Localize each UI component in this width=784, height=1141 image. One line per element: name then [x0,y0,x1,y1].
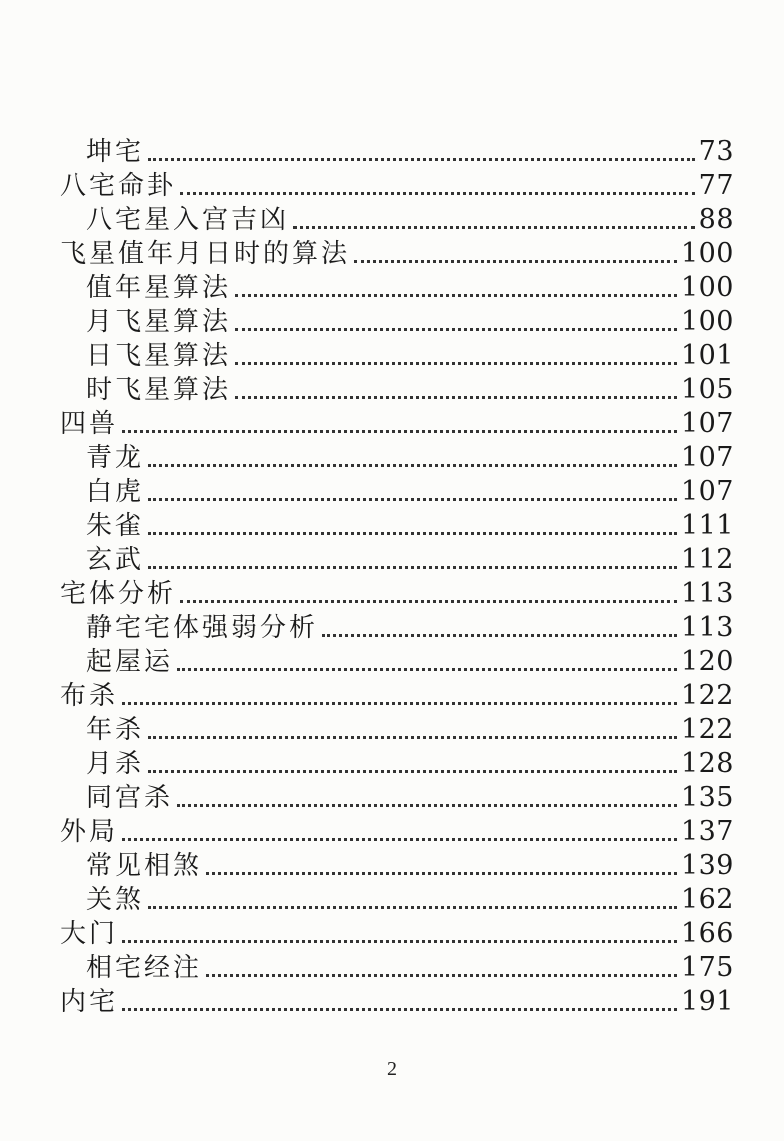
toc-entry-title: 外局 [60,817,119,847]
toc-entry [60,643,734,677]
toc-entry-title: 同宫杀 [86,783,174,813]
toc-entry [60,473,734,507]
toc-entry-page: 112 [680,544,734,575]
toc-entry-page: 77 [698,170,734,201]
toc-entry-page: 73 [698,136,734,167]
toc-entry-page: 113 [680,578,734,609]
dot-leader [122,702,677,705]
toc-entry [60,983,734,1017]
toc-entry-title: 值年星算法 [86,273,232,303]
dot-leader [148,158,695,161]
toc-entry-page: 162 [680,884,734,915]
toc-entry [60,133,734,167]
dot-leader [177,804,677,807]
toc-entry [60,915,734,949]
toc-entry [60,813,734,847]
toc-entry [60,779,734,813]
dot-leader [122,1008,677,1011]
toc-entry [60,371,734,405]
dot-leader [148,532,677,535]
dot-leader [148,906,677,909]
toc-entry-title: 相宅经注 [86,953,203,983]
toc-entry-title: 八宅命卦 [60,171,177,201]
toc-entry-title: 常见相煞 [86,851,203,881]
dot-leader [148,498,677,501]
toc-entry-page: 105 [680,374,734,405]
dot-leader [235,396,677,399]
dot-leader [354,260,677,263]
toc-entry-title: 静宅宅体强弱分析 [86,613,319,643]
toc-entry-page: 135 [680,782,734,813]
dot-leader [122,838,677,841]
toc-entry-title: 青龙 [86,443,145,473]
toc-entry-page: 139 [680,850,734,881]
dot-leader [148,736,677,739]
toc-entry [60,575,734,609]
toc-entry-page: 113 [680,612,734,643]
toc-entry [60,167,734,201]
toc-entry-page: 120 [680,646,734,677]
toc-entry-title: 四兽 [60,409,119,439]
toc-entry-page: 100 [680,272,734,303]
toc-entry [60,337,734,371]
toc-entry-title: 内宅 [60,987,119,1017]
toc-entry-title: 月飞星算法 [86,307,232,337]
dot-leader [293,226,695,229]
toc-entry-page: 191 [680,986,734,1017]
dot-leader [177,668,677,671]
toc-entry-page: 107 [680,408,734,439]
toc-entry [60,507,734,541]
toc-entry [60,405,734,439]
toc-entry [60,201,734,235]
toc-entry-title: 飞星值年月日时的算法 [60,239,351,269]
toc-entry-page: 137 [680,816,734,847]
dot-leader [180,192,695,195]
toc-entry-title: 朱雀 [86,511,145,541]
toc-entry [60,847,734,881]
toc-entry-title: 年杀 [86,715,145,745]
toc-entry [60,711,734,745]
toc-entry-title: 起屋运 [86,647,174,677]
toc-entry [60,949,734,983]
dot-leader [206,872,677,875]
toc-entry-page: 175 [680,952,734,983]
toc-entry-title: 白虎 [86,477,145,507]
toc-entry-title: 宅体分析 [60,579,177,609]
dot-leader [322,634,677,637]
toc-entry-page: 111 [680,510,734,541]
toc-entry [60,745,734,779]
toc-entry [60,439,734,473]
toc-entry-title: 时飞星算法 [86,375,232,405]
dot-leader [235,362,677,365]
toc-entry-page: 122 [680,680,734,711]
toc-entry-title: 玄武 [86,545,145,575]
toc-entry-page: 100 [680,238,734,269]
toc-entry-title: 大门 [60,919,119,949]
dot-leader [148,770,677,773]
dot-leader [206,974,677,977]
toc-entry-title: 坤宅 [86,137,145,167]
toc-entry-page: 88 [698,204,734,235]
toc-entry [60,235,734,269]
toc-entry-title: 日飞星算法 [86,341,232,371]
dot-leader [180,600,677,603]
toc-entry-page: 166 [680,918,734,949]
toc-entry-title: 八宅星入宫吉凶 [86,205,290,235]
table-of-contents [60,133,734,1017]
dot-leader [122,430,677,433]
toc-entry-page: 101 [680,340,734,371]
toc-entry [60,303,734,337]
toc-entry [60,609,734,643]
page-number: 2 [387,1058,397,1080]
toc-entry [60,541,734,575]
toc-entry [60,881,734,915]
dot-leader [235,328,677,331]
toc-entry-page: 107 [680,476,734,507]
dot-leader [235,294,677,297]
toc-entry-title: 月杀 [86,749,145,779]
toc-entry [60,269,734,303]
dot-leader [148,566,677,569]
toc-entry-page: 128 [680,748,734,779]
toc-entry-title: 布杀 [60,681,119,711]
toc-entry-title: 关煞 [86,885,145,915]
dot-leader [122,940,677,943]
dot-leader [148,464,677,467]
toc-entry-page: 107 [680,442,734,473]
toc-entry-page: 122 [680,714,734,745]
toc-entry [60,677,734,711]
toc-entry-page: 100 [680,306,734,337]
